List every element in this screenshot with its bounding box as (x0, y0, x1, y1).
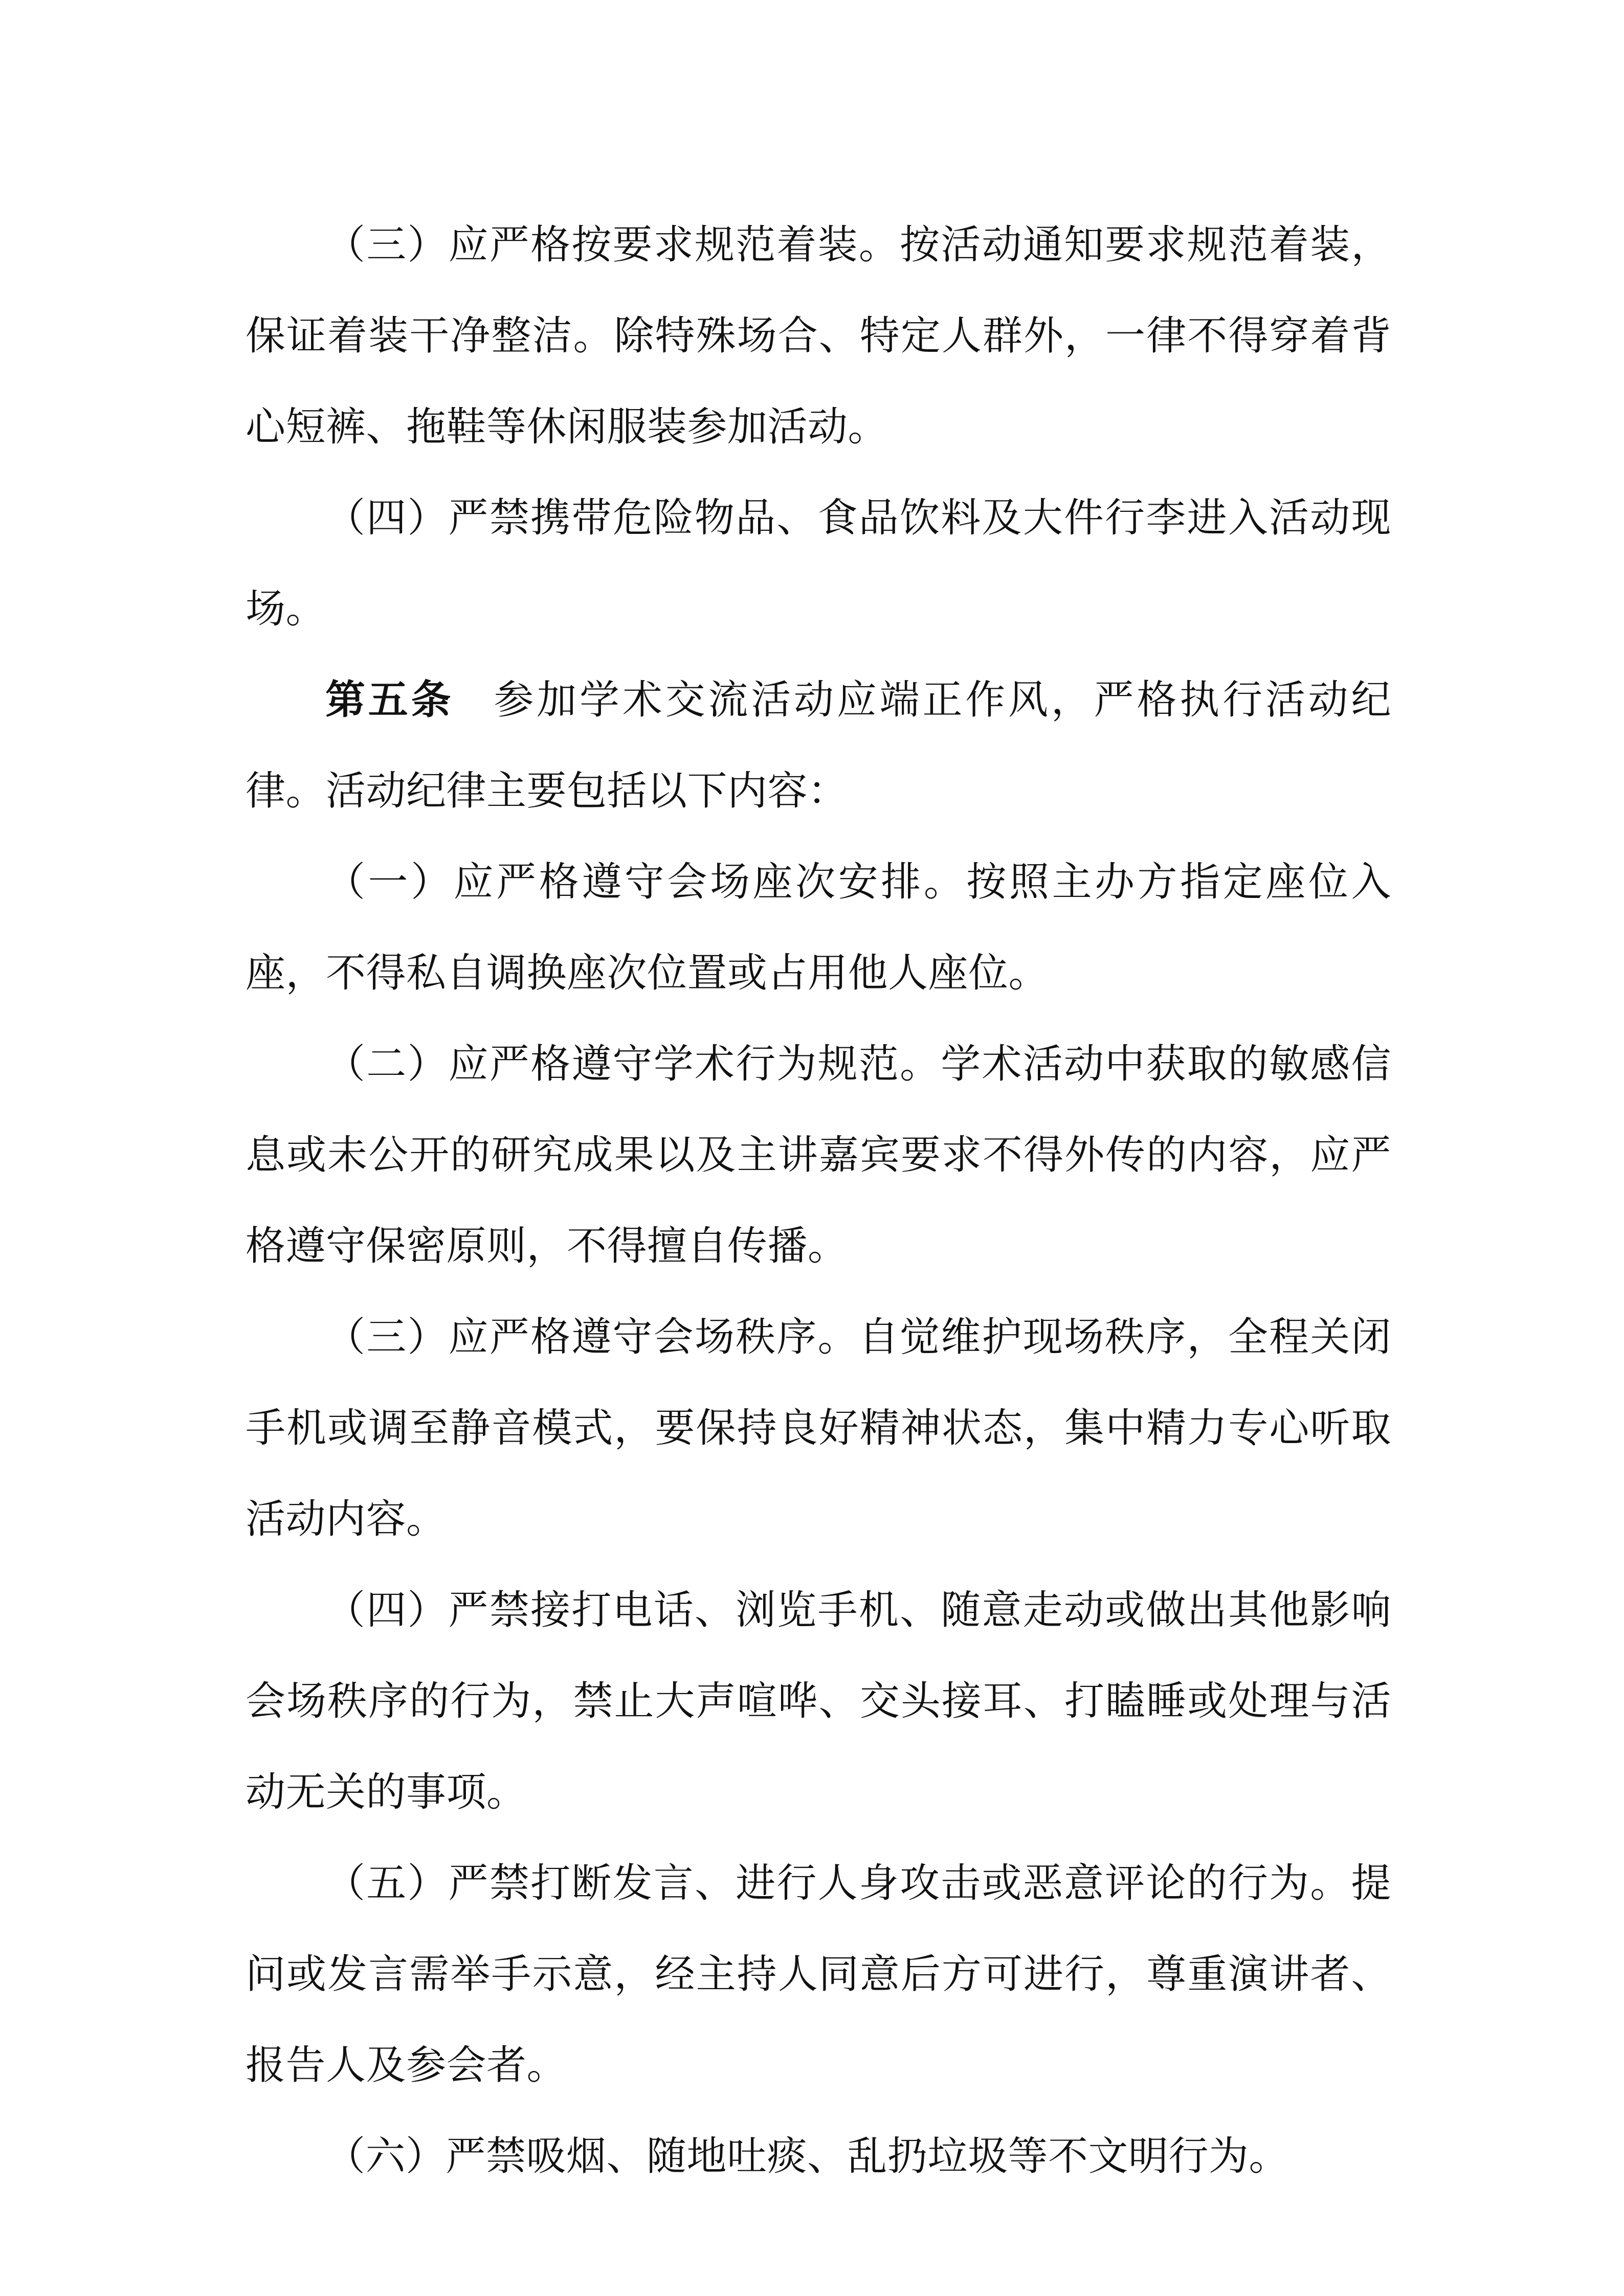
paragraph-text: （四）严禁携带危险物品、食品饮料及大件行李进入活动现场。 (246, 495, 1391, 632)
article-heading: 第五条 (325, 677, 454, 723)
paragraph-dress-code (246, 199, 1391, 472)
paragraph-phone-use (246, 1565, 1391, 1838)
paragraph-venue-order (246, 1292, 1391, 1565)
paragraph-speaking (246, 1838, 1391, 2111)
paragraph-article-five (246, 655, 1391, 837)
paragraph-text: （六）严禁吸烟、随地吐痰、乱扔垃圾等不文明行为。 (325, 2133, 1289, 2179)
paragraph-text: （二）应严格遵守学术行为规范。学术活动中获取的敏感信息或未公开的研究成果以及主讲嘉宾要求不得外传的内容，应严格遵守保密原则，不得擅自传播。 (246, 1041, 1391, 1269)
paragraph-prohibited-items (246, 472, 1391, 655)
paragraph-academic-conduct (246, 1019, 1391, 1292)
paragraph-text: （三）应严格遵守会场秩序。自觉维护现场秩序，全程关闭手机或调至静音模式，要保持良好精神状态，集中精力专心听取活动内容。 (246, 1314, 1391, 1542)
document-body (246, 199, 1391, 2202)
paragraph-text: （一）应严格遵守会场座次安排。按照主办方指定座位入座，不得私自调换座次位置或占用他人座位。 (246, 859, 1391, 996)
paragraph-text: （四）严禁接打电话、浏览手机、随意走动或做出其他影响会场秩序的行为，禁止大声喧哗、交头接耳、打瞌睡或处理与活动无关的事项。 (246, 1587, 1391, 1815)
paragraph-civility (246, 2111, 1391, 2202)
paragraph-text: （五）严禁打断发言、进行人身攻击或恶意评论的行为。提问或发言需举手示意，经主持人同意后方可进行，尊重演讲者、报告人及参会者。 (246, 1860, 1391, 2088)
paragraph-seating (246, 837, 1391, 1019)
paragraph-text: 参加学术交流活动应端正作风，严格执行活动纪律。活动纪律主要包括以下内容： (246, 677, 1391, 814)
paragraph-text: （三）应严格按要求规范着装。按活动通知要求规范着装，保证着装干净整洁。除特殊场合、特定人群外，一律不得穿着背心短裤、拖鞋等休闲服装参加活动。 (246, 222, 1391, 450)
